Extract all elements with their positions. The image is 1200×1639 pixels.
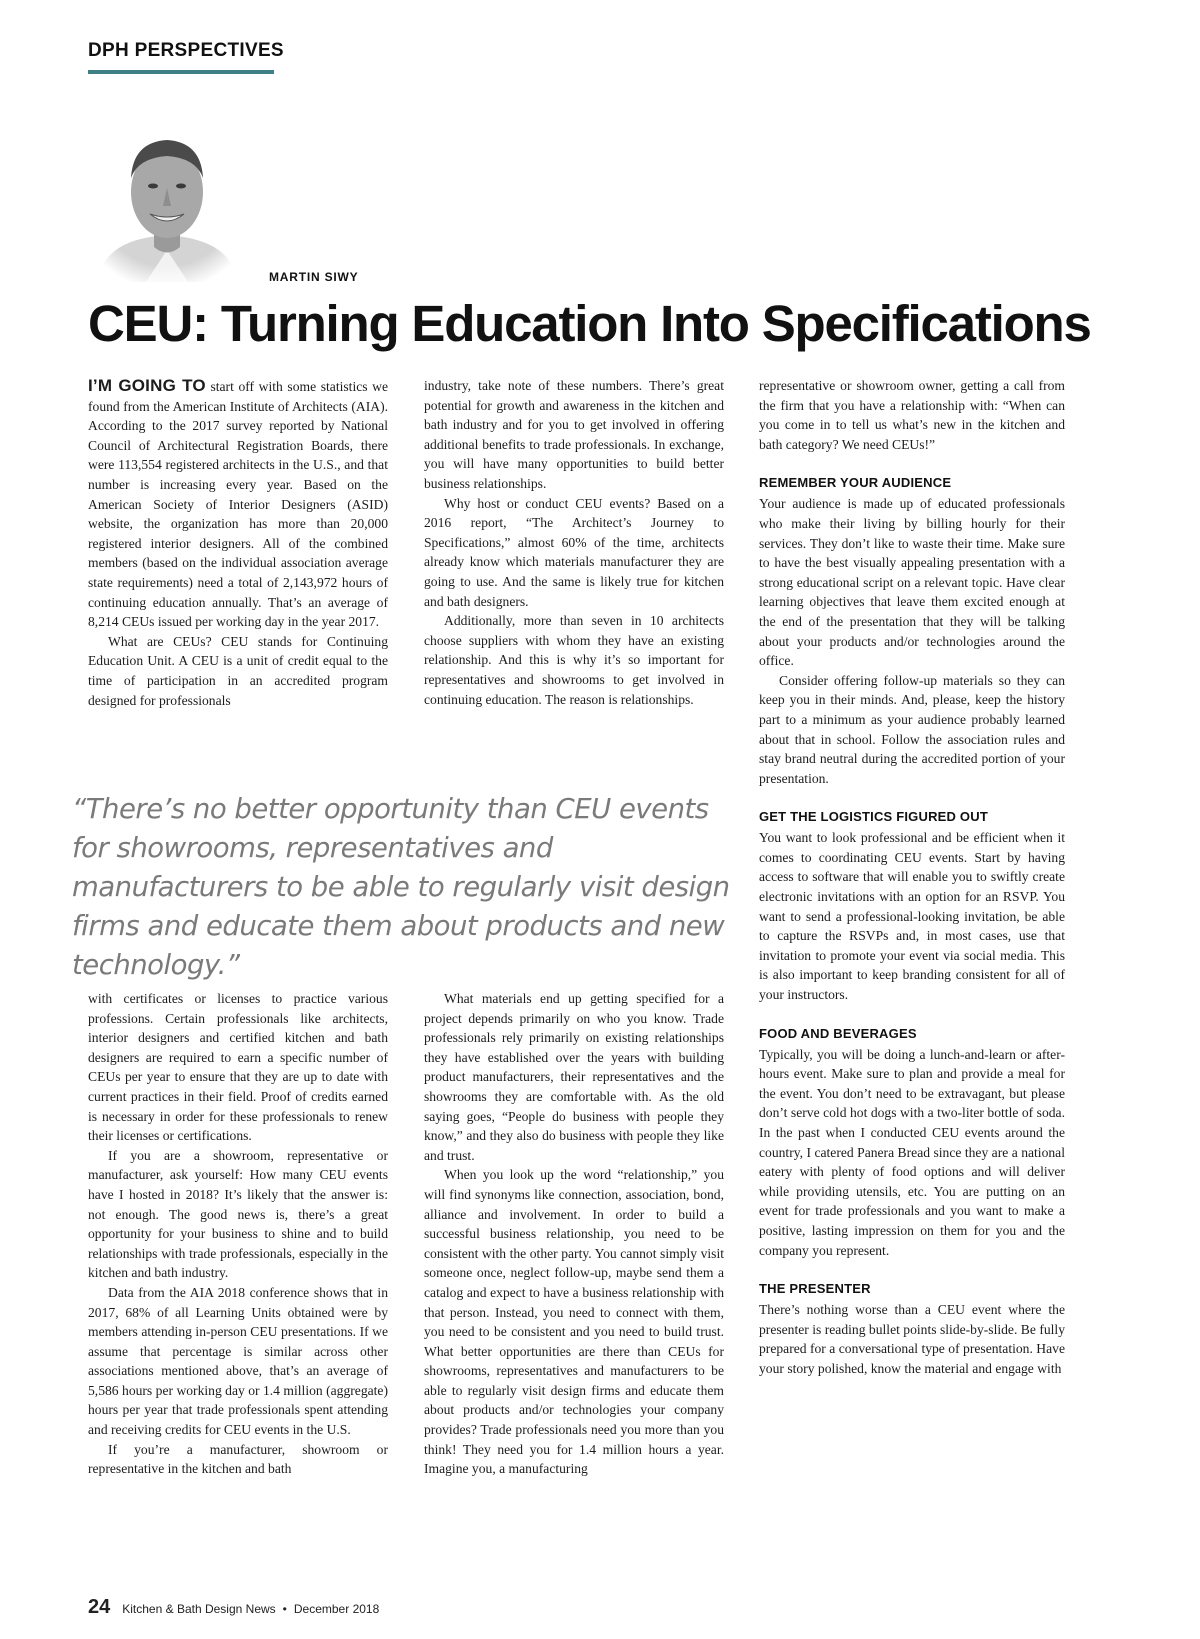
author-portrait bbox=[88, 122, 246, 282]
paragraph: When you look up the word “relationship,” you will find synonyms like connection, association, bond, alliance and involvement. In order to build a successful business relationship, you need to be consistent with the other party. You cannot simply visit someone once, neglect follow-up, maybe send them a catalog and expect to have a business relationship with that person. Instead, you need to connect with them, you need to be consistent and you need to build trust. What better opportunities are there than CEUs for showrooms, representatives and manufacturers to be able to regularly visit design firms and educate them about products and/or technologies your company provides? Trade professionals need you more than you think! They need you for 1.4 million hours a year. Imagine you, a manufacturing bbox=[424, 1167, 724, 1477]
section-tag: DPH PERSPECTIVES bbox=[88, 40, 284, 61]
paragraph: Data from the AIA 2018 conference shows that in 2017, 68% of all Learning Units obtained were by members attending in-person CEU presentations. If we assume that percentage is similar across other associations mentioned above, that’s an average of 5,586 hours per working day or 1.4 million (aggregate) hours per year that trade professionals spent attending and receiving credits for CEU events in the U.S. bbox=[88, 1284, 388, 1438]
page-footer bbox=[88, 1596, 379, 1619]
column-1-bottom bbox=[88, 989, 388, 1479]
lead-paragraph-text: start off with some statistics we found from the American Institute of Architects (AIA). According to the 2017 survey reported by National Council of Architectural Registration Boards, there were 113,554 registered architects in the U.S., and that number is increasing every year. Based on the American Society of Interior Designers (ASID) website, the organization has more than 20,000 registered interior designers. All of the combined members (based on the individual association average state requirements) need a total of 2,143,972 hours of continuing education annually. That’s an average of 8,214 CEUs issued per working day in the year 2017. bbox=[88, 379, 388, 630]
paragraph: What are CEUs? CEU stands for Continuing Education Unit. A CEU is a unit of credit equal to the time of participation in an accredited program designed for professionals bbox=[88, 633, 388, 708]
subhead-food-and-beverages: FOOD AND BEVERAGES bbox=[759, 1025, 917, 1041]
paragraph: If you’re a manufacturer, showroom or representative in the kitchen and bath bbox=[88, 1441, 388, 1477]
article-title: CEU: Turning Education Into Specifications bbox=[88, 295, 1091, 352]
paragraph: Typically, you will be doing a lunch-and-learn or after-hours event. Make sure to plan and provide a meal for the event. You don’t need to be extravagant, but please don’t serve cold hot dogs with a two-liter bottle of soda. In the past when I conducted CEU events around the country, I catered Panera Bread since they are a national eatery with plenty of food options and will deliver while providing utensils, etc. You are putting on an event for trade professionals and you want to make a positive, lasting impression on them for you and the company you represent. bbox=[759, 1046, 1065, 1258]
paragraph: What materials end up getting specified for a project depends primarily on who you know. Trade professionals rely primarily on existing relationships they have established over the years with building product manufacturers, their representatives and the showrooms they are comfortable with. As the old saying goes, “People do business with people they know,” and they also do business with people they like and trust. bbox=[424, 991, 724, 1163]
paragraph: If you are a showroom, representative or manufacturer, ask yourself: How many CEU events have I hosted in 2018? It’s likely that the answer is: not enough. The good news is, there’s a great opportunity for your business to shine and to build relationships with trade professionals, especially in the kitchen and bath industry. bbox=[88, 1147, 388, 1281]
footer-separator: • bbox=[282, 1602, 287, 1616]
paragraph: You want to look professional and be efficient when it comes to coordinating CEU events. Start by having access to software that will enable you to swiftly create electronic invitations with an option for an RSVP. You want to send a professional-looking invitation, be able to capture the RSVPs and, in most cases, use that invitation to promote your event via social media. This is also important to keep branding consistent for all of your instructors. bbox=[759, 830, 1065, 1003]
column-1-top bbox=[88, 376, 388, 710]
paragraph: There’s nothing worse than a CEU event where the presenter is reading bullet points slide-by-slide. Be fully prepared for a conversational type of presentation. Have your story polished, know the material and engage with bbox=[759, 1302, 1065, 1376]
paragraph: Why host or conduct CEU events? Based on a 2016 report, “The Architect’s Journey to Specifications,” almost 60% of the time, architects already know which materials manufacturer they are going to use. And the same is likely true for kitchen and bath designers. bbox=[424, 495, 724, 609]
page-number: 24 bbox=[88, 1596, 111, 1618]
subhead-remember-your-audience: REMEMBER YOUR AUDIENCE bbox=[759, 475, 952, 491]
author-byline: MARTIN SIWY bbox=[269, 270, 359, 284]
paragraph: representative or showroom owner, getting a call from the firm that you have a relationship with: “When can you come in to tell us what’s new in the kitchen and bath category? We need CEUs!” bbox=[759, 378, 1065, 452]
subhead-the-presenter: THE PRESENTER bbox=[759, 1281, 871, 1297]
column-2-top bbox=[424, 376, 724, 709]
section-rule bbox=[88, 70, 274, 74]
column-2-bottom bbox=[424, 989, 724, 1479]
paragraph: with certificates or licenses to practice various professions. Certain professionals like architects, interior designers and certified kitchen and bath designers are required to earn a specific number of CEUs per year to ensure that they are up to date with current practices in their field. Proof of credits earned is necessary in order for these professionals to renew their licenses or certifications. bbox=[88, 991, 388, 1144]
pull-quote: “There’s no better opportunity than CEU events for showrooms, representatives and manufacturers to be able to regularly visit design firms and educate them about products and new technology.” bbox=[72, 793, 730, 981]
publication-name: Kitchen & Bath Design News bbox=[122, 1602, 276, 1616]
subhead-logistics: GET THE LOGISTICS FIGURED OUT bbox=[759, 809, 988, 825]
column-3 bbox=[759, 376, 1065, 1379]
issue-date: December 2018 bbox=[293, 1602, 380, 1616]
paragraph: industry, take note of these numbers. There’s great potential for growth and awareness in the kitchen and bath industry and for you to get involved in offering additional benefits to trade professionals. In exchange, you will have many opportunities to build better business relationships. bbox=[424, 378, 724, 491]
paragraph: Your audience is made up of educated professionals who make their living by billing hourly for their services. They don’t like to waste their time. Make sure to have the best visually appealing presentation with a strong educational script on a relevant topic. Have clear learning objectives that leave them excited enough at the end of the presentation that they will be talking about your products and/or technologies around the office. bbox=[759, 496, 1065, 669]
lead-in: I’M GOING TO bbox=[88, 376, 206, 395]
paragraph: Additionally, more than seven in 10 architects choose suppliers with whom they have an existing relationship. And this is why it’s so important for representatives and showrooms to get involved in continuing education. The reason is relationships. bbox=[424, 613, 724, 707]
paragraph bbox=[88, 376, 388, 632]
paragraph: Consider offering follow-up materials so they can keep you in their minds. And, please, keep the history part to a minimum as your audience probably learned about that in school. Follow the association rules and stay brand neutral during the accredited portion of your presentation. bbox=[759, 672, 1065, 786]
